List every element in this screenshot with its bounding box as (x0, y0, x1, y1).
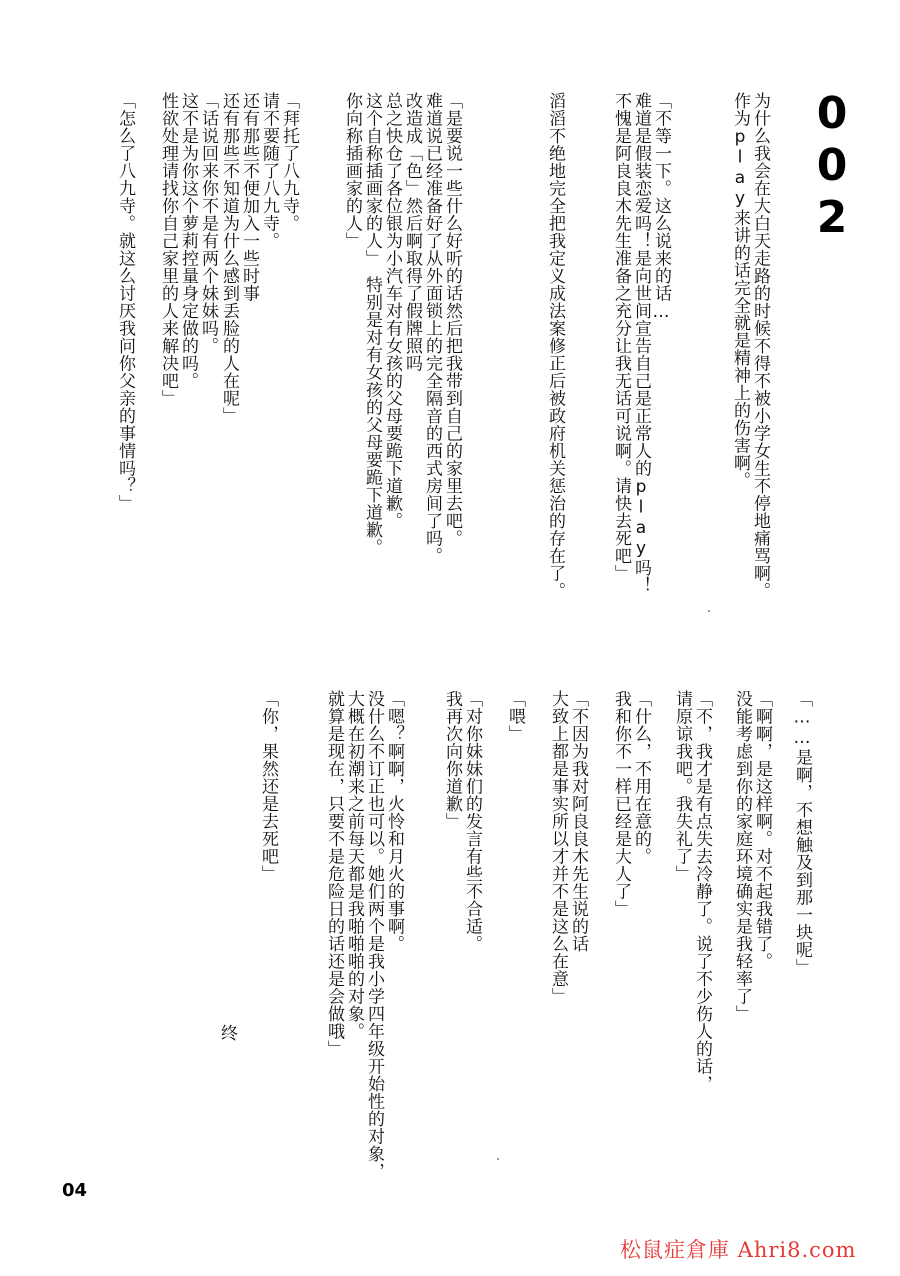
text-line: 「不等一下。这么说来的话… (651, 92, 671, 323)
chapter-number: 0 0 2 (816, 88, 848, 243)
text-line: 改造成「色」然后啊取得了假牌照吗 (402, 92, 422, 372)
text-line: 这不是为你这个萝莉控量身定做的吗。 (178, 92, 198, 390)
text-line: 没能考虑到你的家庭环境确实是我轻率了」 (732, 690, 752, 1023)
text-line: 没什么不订正也可以。她们两个是我小学四年级开始性的对象， (364, 690, 384, 1180)
watermark: 松鼠症倉庫 Ahri8.com (620, 1238, 857, 1262)
text-line: 难道说已经准备好了从外面锁上的完全隔音的西式房间了吗。 (422, 92, 442, 565)
text-line: 「拜托了八九寺。 (279, 92, 299, 232)
text-line: 总之快仓了各位银为小汽车对有女孩的父母要跪下道歉。 (382, 92, 402, 530)
text-line: 这个自称插画家的人」 特别是对有女孩的父母要跪下道歉。 (362, 92, 382, 556)
text-line: 你向称插画家的人」 (342, 92, 362, 250)
text-line: 「啊啊，是这样啊。对不起我错了。 (752, 690, 772, 970)
text-line: 「话说回来你不是有两个妹妹吗。 (198, 92, 218, 355)
text-line: 不愧是阿良良木先生准备之充分让我无话可说啊。请快去死吧」 (611, 92, 631, 582)
text-line: 就算是现在，只要不是危险日的话还是会做哦」 (324, 690, 344, 1058)
text-line: 「……是啊，不想触及到那一块呢」 (792, 690, 812, 976)
text-line: 大致上都是事实所以才并不是这么在意」 (548, 690, 568, 1005)
text-line: 还有那些不知道为什么感到丢脸的人在呢」 (219, 92, 239, 425)
text-line: 「怎么了八九寺。就这么讨厌我问你父亲的事情吗？」 (115, 92, 135, 512)
text-line: 难道是假装恋爱吗！是向世间宣告自己是正常人的play吗！ (631, 92, 651, 594)
text-line: 「不，我才是有点失去冷静了。说了不少伤人的话， (692, 690, 712, 1093)
text-line: 「你，果然还是去死吧」 (258, 690, 278, 883)
text-line: 为什么我会在大白天走路的时候不得不被小学女生不停地痛骂啊。 (750, 92, 770, 600)
text-line: 「对你妹妹们的发言有些不合适。 (462, 690, 482, 953)
text-line: 我再次向你道歉」 (442, 690, 462, 830)
text-line: 滔滔不绝地完全把我定义成法案修正后被政府机关惩治的存在了。 (545, 92, 565, 600)
text-line: 性欲处理请找你自己家里的人来解决吧」 (158, 92, 178, 407)
text-line: 还有那些不便加入一些时事 (239, 92, 259, 302)
text-line: 请原谅我吧。我失礼了」 (672, 690, 692, 883)
text-line: 作为play来讲的话完全就是精神上的伤害啊。 (730, 92, 750, 489)
page-number: 04 (62, 1180, 88, 1201)
text-line: 「不因为我对阿良良木先生说的话 (568, 690, 588, 953)
text-line: 「喂」 (505, 690, 525, 743)
text-line: 「是要说一些什么好听的话然后把我带到自己的家里去吧。 (442, 92, 462, 547)
end-mark: 终 (221, 1024, 238, 1044)
text-line: 我和你不一样已经是大人了」 (611, 690, 631, 918)
speck (497, 1158, 499, 1160)
speck (708, 610, 710, 612)
text-line: 「嗯？啊啊，火怜和月火的事啊。 (384, 690, 404, 953)
text-line: 「什么，不用在意的。 (631, 690, 651, 865)
text-line: 请不要随了八九寺。 (259, 92, 279, 250)
text-line: 大概在初潮来之前每天都是我啪啪啪的对象。 (344, 690, 364, 1040)
